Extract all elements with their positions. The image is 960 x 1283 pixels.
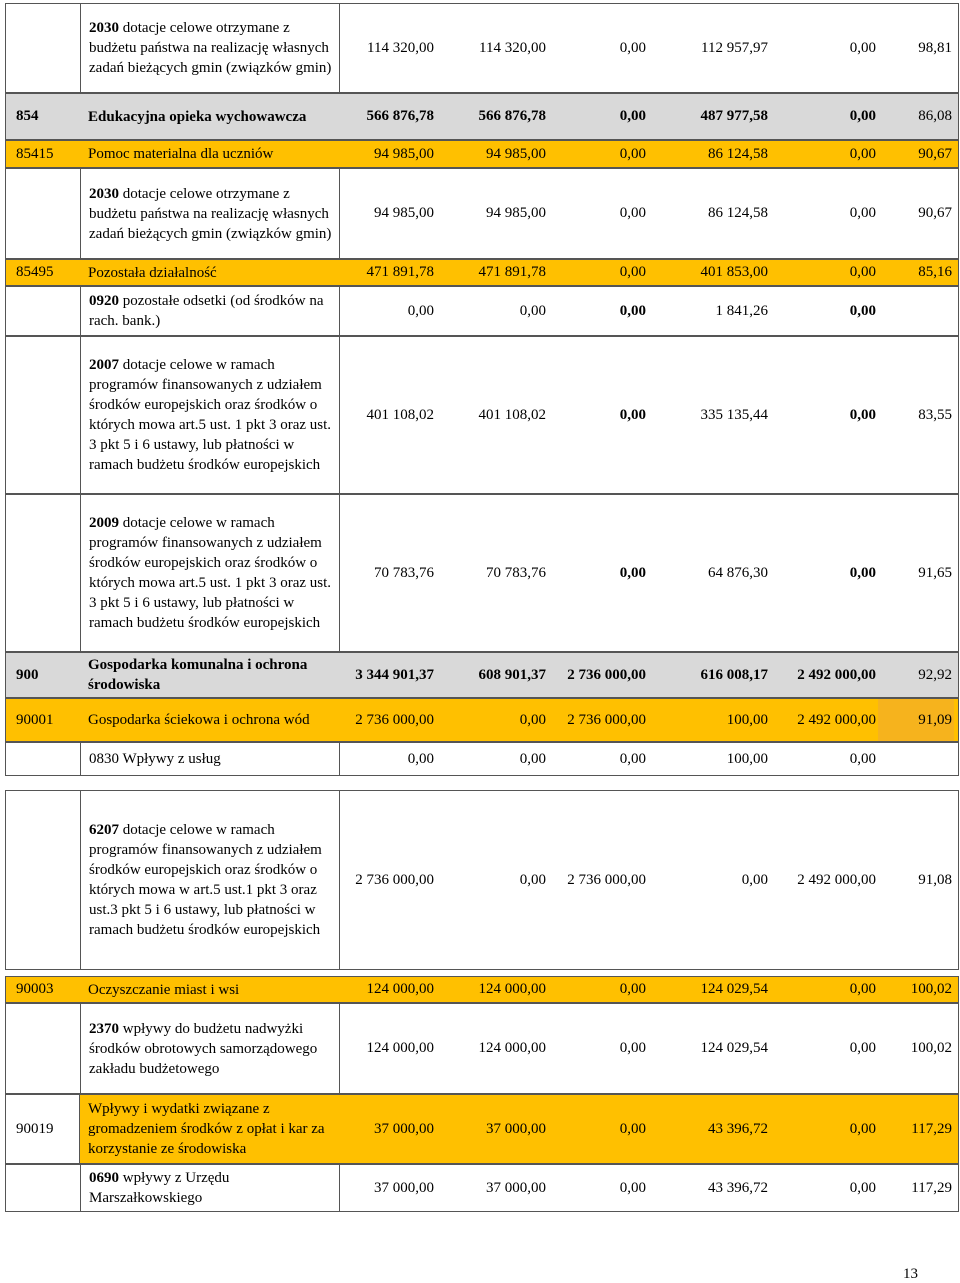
value-after-changes: 124 000,00 [478,1040,546,1056]
value-percent: 91,08 [918,871,952,888]
value-percent [878,287,954,335]
value-property: 0,00 [619,1120,646,1137]
value-executed: 1 841,26 [715,302,768,319]
value-executed: 335 135,44 [700,406,768,423]
value-executed: 43 396,72 [708,1120,768,1137]
value-executed: 100,00 [726,750,768,767]
value-executed-property: 0,00 [849,406,876,423]
value-after-changes: 70 783,76 [486,564,546,581]
value-executed-property: 0,00 [849,981,876,997]
value-percent: 90,67 [918,145,952,162]
row-description: Gospodarka komunalna i ochrona środowiska [88,657,308,693]
value-plan: 471 891,78 [366,264,434,280]
row-description: 2009 dotacje celowe w ramach programów finansowanych z udziałem środków europejskich oraz środków o których mowa art.5 ust. 1 pkt 3 oraz ust. 3 pkt 5 i 6 ustawy, lub płatności w ramach budżetu środków europejskich [80,495,340,651]
value-percent: 98,81 [918,39,952,56]
row-code: 90001 [16,711,54,728]
value-plan: 114 320,00 [367,39,434,56]
value-property: 0,00 [619,145,646,162]
table-row [5,790,959,970]
value-plan: 94 985,00 [374,205,434,221]
value-after-changes: 0,00 [519,711,546,728]
value-percent [878,743,954,775]
value-executed-property: 0,00 [849,1040,876,1056]
value-plan: 2 736 000,00 [355,711,434,728]
row-code: 90003 [16,981,54,997]
value-after-changes: 37 000,00 [486,1179,546,1196]
value-executed: 112 957,97 [701,39,768,56]
value-after-changes: 0,00 [519,871,546,888]
table-row [5,3,959,93]
value-plan: 566 876,78 [366,108,434,124]
value-executed-property: 0,00 [849,108,876,124]
value-percent: 117,29 [911,1179,952,1196]
value-executed: 616 008,17 [700,666,768,683]
table-row [5,336,959,494]
value-executed: 64 876,30 [708,564,768,581]
row-code: 85495 [16,264,54,280]
value-after-changes: 94 985,00 [486,205,546,221]
table-row [5,168,959,259]
value-plan: 37 000,00 [374,1179,434,1196]
value-after-changes: 608 901,37 [478,666,546,683]
value-after-changes: 114 320,00 [479,39,546,56]
value-executed: 124 029,54 [700,1040,768,1056]
table-row-section [5,140,959,168]
value-plan: 94 985,00 [374,145,434,162]
table-row-section [5,1094,959,1164]
table-row [5,494,959,652]
value-executed-property: 0,00 [849,302,876,319]
table-row [5,286,959,336]
row-description: 2370 wpływy do budżetu nadwyżki środków obrotowych samorządowego zakładu budżetowego [80,1004,340,1093]
table-row-section [5,259,959,286]
value-percent: 90,67 [918,205,952,221]
value-property: 0,00 [619,302,646,319]
value-executed: 86 124,58 [708,205,768,221]
value-property: 2 736 000,00 [567,666,646,683]
value-executed-property: 0,00 [849,39,876,56]
value-plan: 0,00 [407,302,434,319]
value-percent: 117,29 [911,1120,952,1137]
value-executed: 86 124,58 [708,145,768,162]
table-row-section [5,976,959,1003]
row-description: 0830 Wpływy z usług [80,743,340,775]
value-executed-property: 2 492 000,00 [797,666,876,683]
table-row-chapter [5,93,959,140]
value-percent: 91,09 [878,699,954,741]
value-percent: 91,65 [918,564,952,581]
table-row-chapter [5,652,959,698]
value-plan: 401 108,02 [366,406,434,423]
value-property: 0,00 [619,39,646,56]
row-description: Wpływy i wydatki związane z gromadzeniem środków z opłat i kar za korzystanie ze środowiska [88,1101,325,1157]
table-row [5,1164,959,1212]
table-row-section [5,698,959,742]
value-plan: 124 000,00 [366,1040,434,1056]
value-percent: 83,55 [918,406,952,423]
row-code: 900 [16,666,39,683]
value-executed: 0,00 [741,871,768,888]
value-after-changes: 37 000,00 [486,1120,546,1137]
value-executed: 100,00 [726,711,768,728]
row-description: 2007 dotacje celowe w ramach programów finansowanych z udziałem środków europejskich oraz środków o których mowa art.5 ust. 1 pkt 3 oraz ust. 3 pkt 5 i 6 ustawy, lub płatności w ramach budżetu środków europejskich [80,337,340,493]
row-description: Pozostała działalność [88,264,217,281]
value-executed-property: 0,00 [849,205,876,221]
value-property: 0,00 [619,1040,646,1056]
value-executed: 401 853,00 [700,264,768,280]
row-description: Gospodarka ściekowa i ochrona wód [88,712,310,728]
row-code: 854 [16,108,39,124]
row-description: 0690 wpływy z Urzędu Marszałkowskiego [80,1165,340,1211]
value-percent: 85,16 [918,264,952,280]
value-after-changes: 124 000,00 [478,981,546,997]
value-property: 0,00 [619,205,646,221]
value-percent: 92,92 [918,666,952,683]
value-property: 0,00 [619,981,646,997]
value-plan: 2 736 000,00 [355,871,434,888]
value-after-changes: 566 876,78 [478,108,546,124]
value-executed: 487 977,58 [700,108,768,124]
value-property: 0,00 [619,564,646,581]
value-plan: 0,00 [407,750,434,767]
value-executed-property: 0,00 [849,1179,876,1196]
value-plan: 124 000,00 [366,981,434,997]
value-property: 2 736 000,00 [567,711,646,728]
value-executed-property: 2 492 000,00 [797,711,876,728]
value-property: 0,00 [619,1179,646,1196]
page-number: 13 [903,1266,918,1282]
table-row [5,742,959,776]
row-description: Oczyszczanie miast i wsi [88,981,240,998]
value-percent: 100,02 [910,1040,952,1056]
value-property: 0,00 [619,264,646,280]
row-description: 6207 dotacje celowe w ramach programów finansowanych z udziałem środków europejskich oraz środków o których mowa w art.5 ust.1 pkt 3 oraz ust.3 pkt 5 i 6 ustawy, lub płatności w ramach budżetu środków europejskich [80,791,340,969]
value-property: 0,00 [619,406,646,423]
value-executed-property: 0,00 [849,145,876,162]
value-executed-property: 0,00 [849,264,876,280]
value-after-changes: 401 108,02 [478,406,546,423]
value-executed: 43 396,72 [708,1179,768,1196]
value-after-changes: 0,00 [519,750,546,767]
row-description: Edukacyjna opieka wychowawcza [88,108,307,125]
value-executed: 124 029,54 [700,981,768,997]
value-percent: 100,02 [910,981,952,997]
row-description: 2030 dotacje celowe otrzymane z budżetu państwa na realizację własnych zadań bieżących gmin (związków gmin) [80,169,340,258]
value-plan: 3 344 901,37 [355,666,434,683]
value-plan: 70 783,76 [374,564,434,581]
row-code: 85415 [16,145,54,162]
value-executed-property: 0,00 [849,750,876,767]
value-executed-property: 2 492 000,00 [797,871,876,888]
value-executed-property: 0,00 [849,1120,876,1137]
value-property: 2 736 000,00 [567,871,646,888]
row-code: 90019 [6,1095,80,1163]
value-executed-property: 0,00 [849,564,876,581]
value-property: 0,00 [619,108,646,124]
value-after-changes: 471 891,78 [478,264,546,280]
row-description: Pomoc materialna dla uczniów [88,146,274,162]
row-description: 2030 dotacje celowe otrzymane z budżetu państwa na realizację własnych zadań bieżących gmin (związków gmin) [80,4,340,92]
value-property: 0,00 [619,750,646,767]
row-description: 0920 pozostałe odsetki (od środków na rach. bank.) [80,287,340,335]
value-after-changes: 94 985,00 [486,145,546,162]
value-plan: 37 000,00 [374,1120,434,1137]
value-percent: 86,08 [918,108,952,124]
table-row [5,1003,959,1094]
value-after-changes: 0,00 [519,302,546,319]
